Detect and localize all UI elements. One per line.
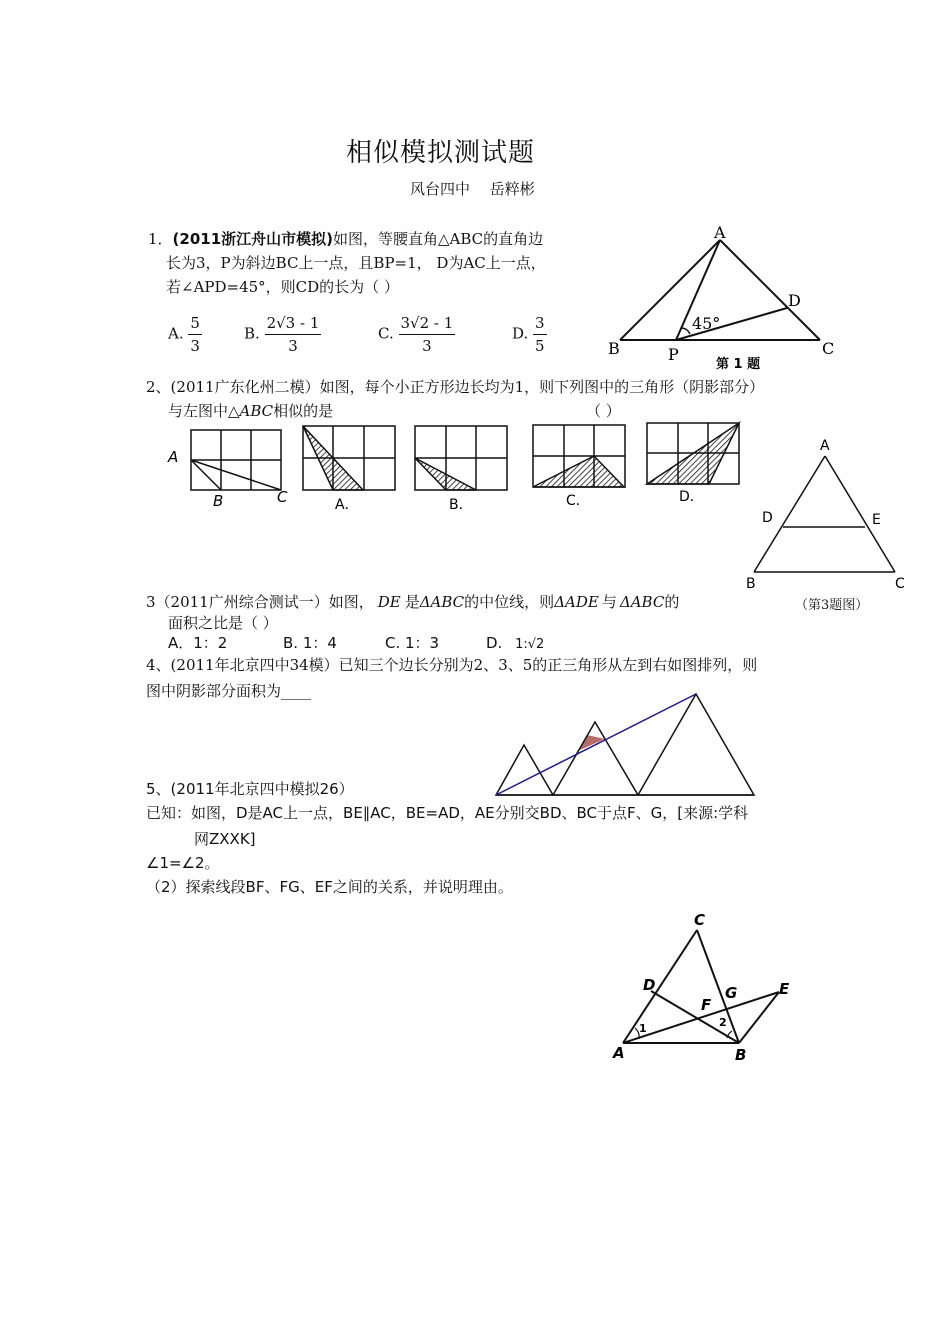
q2-label-c: C: [277, 488, 288, 506]
q2-answer-bracket: （ ）: [586, 402, 621, 420]
q2-option-c-grid: [533, 425, 625, 487]
q3-option-d[interactable]: [486, 632, 544, 656]
q5-label-g: G: [725, 984, 738, 1002]
q1-option-b-fraction: $\frac{2√3 - 1}{3}$: [266, 314, 320, 355]
q5-line1: 已知：如图，D是AC上一点，BE∥AC，BE=AD，AE分别交BD、BC于点F、G，[来源:学科: [146, 804, 749, 822]
q3-text-3: 的中位线，则: [464, 593, 555, 611]
q1-label-a: A: [714, 223, 726, 242]
q1-line1: [148, 228, 543, 250]
q5-label-b: B: [735, 1046, 747, 1064]
q4-line1: 4、(2011年北京四中34模）已知三个边长分别为2、3、5的正三角形从左到右如图排列，则: [146, 656, 758, 674]
q3-option-d-label: D.: [486, 634, 503, 652]
q3-label-b: B: [746, 576, 756, 592]
q1-label-p: P: [668, 345, 679, 364]
q5-label-d: D: [643, 976, 656, 994]
q5-heading: 5、(2011年北京四中模拟26）: [146, 780, 354, 798]
q4-line2: 图中阴影部分面积为____: [146, 682, 312, 700]
q5-line3: ∠1=∠2。: [146, 854, 220, 872]
q1-line2: 长为3，P为斜边BC上一点，且BP=1， D为AC上一点，: [166, 254, 546, 272]
q1-option-a-label: A.: [168, 324, 184, 343]
q5-angle-2: 2: [719, 1016, 727, 1029]
q1-option-c-fraction: $\frac{3√2 - 1}{3}$: [400, 314, 454, 355]
q3-label-e: E: [872, 512, 881, 528]
q3-option-b[interactable]: B. 1：4: [283, 634, 337, 652]
q5-label-f: F: [701, 996, 712, 1014]
q1-option-d-label: D.: [512, 324, 529, 343]
q2-option-a-grid: [303, 426, 395, 490]
q3-tri-abc-1: ΔABC: [419, 593, 465, 611]
q1-option-d-fraction: $\frac{3}{5}$: [535, 314, 545, 355]
q3-figure: [740, 432, 910, 612]
q5-line4: （2）探索线段BF、FG、EF之间的关系，并说明理由。: [146, 878, 513, 896]
q1-option-d[interactable]: [512, 312, 547, 357]
q3-tri-ade: ΔADE: [554, 593, 599, 611]
q5-label-c: C: [694, 911, 706, 929]
q2-option-d-label[interactable]: D．: [679, 489, 704, 505]
q2-reference-grid: [191, 430, 281, 490]
q5-line2: 网ZXXK]: [194, 830, 256, 848]
q3-text-2: 是: [404, 593, 420, 611]
q1-source: (2011浙江舟山市模拟): [172, 230, 334, 248]
q1-label-c: C: [822, 339, 835, 358]
q3-tri-abc-2: ΔABC: [619, 593, 665, 611]
q5-label-a: A: [613, 1044, 625, 1062]
q3-label-c: C: [895, 576, 905, 592]
q1-line3: 若∠APD=45°，则CD的长为（ ）: [166, 278, 399, 296]
q3-caption: （第3题图）: [795, 598, 869, 613]
q1-option-b-label: B.: [244, 324, 260, 343]
q1-label-b: B: [608, 339, 620, 358]
q1-text1: 如图，等腰直角△ABC的直角边: [333, 230, 544, 248]
q3-option-a[interactable]: A．1：2: [168, 634, 228, 652]
q2-line1: 2、(2011广东化州二模）如图，每个小正方形边长均为1，则下列图中的三角形（阴影部分）: [146, 378, 765, 396]
q2-option-c-label[interactable]: C．: [566, 493, 590, 509]
q4-figure: [488, 686, 758, 798]
page-title: 相似模拟测试题: [346, 138, 536, 168]
q1-caption: 第 1 题: [716, 357, 761, 372]
q1-angle-label: 45°: [692, 314, 721, 333]
q3-label-d: D: [762, 510, 773, 526]
q3-de: DE: [377, 593, 401, 611]
q2-option-b-grid: [415, 426, 507, 490]
q3-line1: [146, 591, 679, 613]
q2-text-a: 与左图中△: [168, 402, 240, 420]
q2-abc: ABC: [239, 402, 274, 420]
q1-option-c-label: C.: [378, 324, 394, 343]
q5-figure: [605, 908, 815, 1068]
q1-option-a[interactable]: [168, 312, 202, 357]
q3-label-a: A: [820, 438, 830, 454]
q1-label-d: D: [788, 291, 801, 310]
q2-option-b-label[interactable]: B．: [449, 497, 473, 513]
q3-text-1: 3（2011广州综合测试一）如图，: [146, 593, 374, 611]
q1-figure: [600, 222, 845, 374]
q5-label-e: E: [779, 980, 790, 998]
q3-line2: 面积之比是（ ）: [168, 614, 278, 632]
q3-text-5: 的: [664, 593, 680, 611]
q1-option-c[interactable]: [378, 312, 455, 357]
q3-option-d-math: 1:√2: [515, 637, 545, 652]
q3-text-4: 与: [601, 593, 617, 611]
q5-angle-1: 1: [639, 1022, 647, 1035]
author-line: 风台四中 岳粹彬: [410, 180, 535, 198]
q2-label-b: B: [213, 492, 224, 510]
q1-number: 1．: [148, 230, 173, 248]
q2-figures: [165, 420, 765, 520]
q1-option-a-fraction: $\frac{5}{3}$: [190, 314, 200, 355]
q2-text-c: 相似的是: [273, 402, 334, 420]
q2-option-a-label[interactable]: A．: [335, 497, 359, 513]
q3-option-c[interactable]: C. 1：3: [385, 634, 440, 652]
q2-option-d-grid: [647, 423, 739, 484]
q2-line2: [168, 400, 333, 422]
q1-option-b[interactable]: [244, 312, 321, 357]
q2-label-a: A: [168, 448, 179, 466]
